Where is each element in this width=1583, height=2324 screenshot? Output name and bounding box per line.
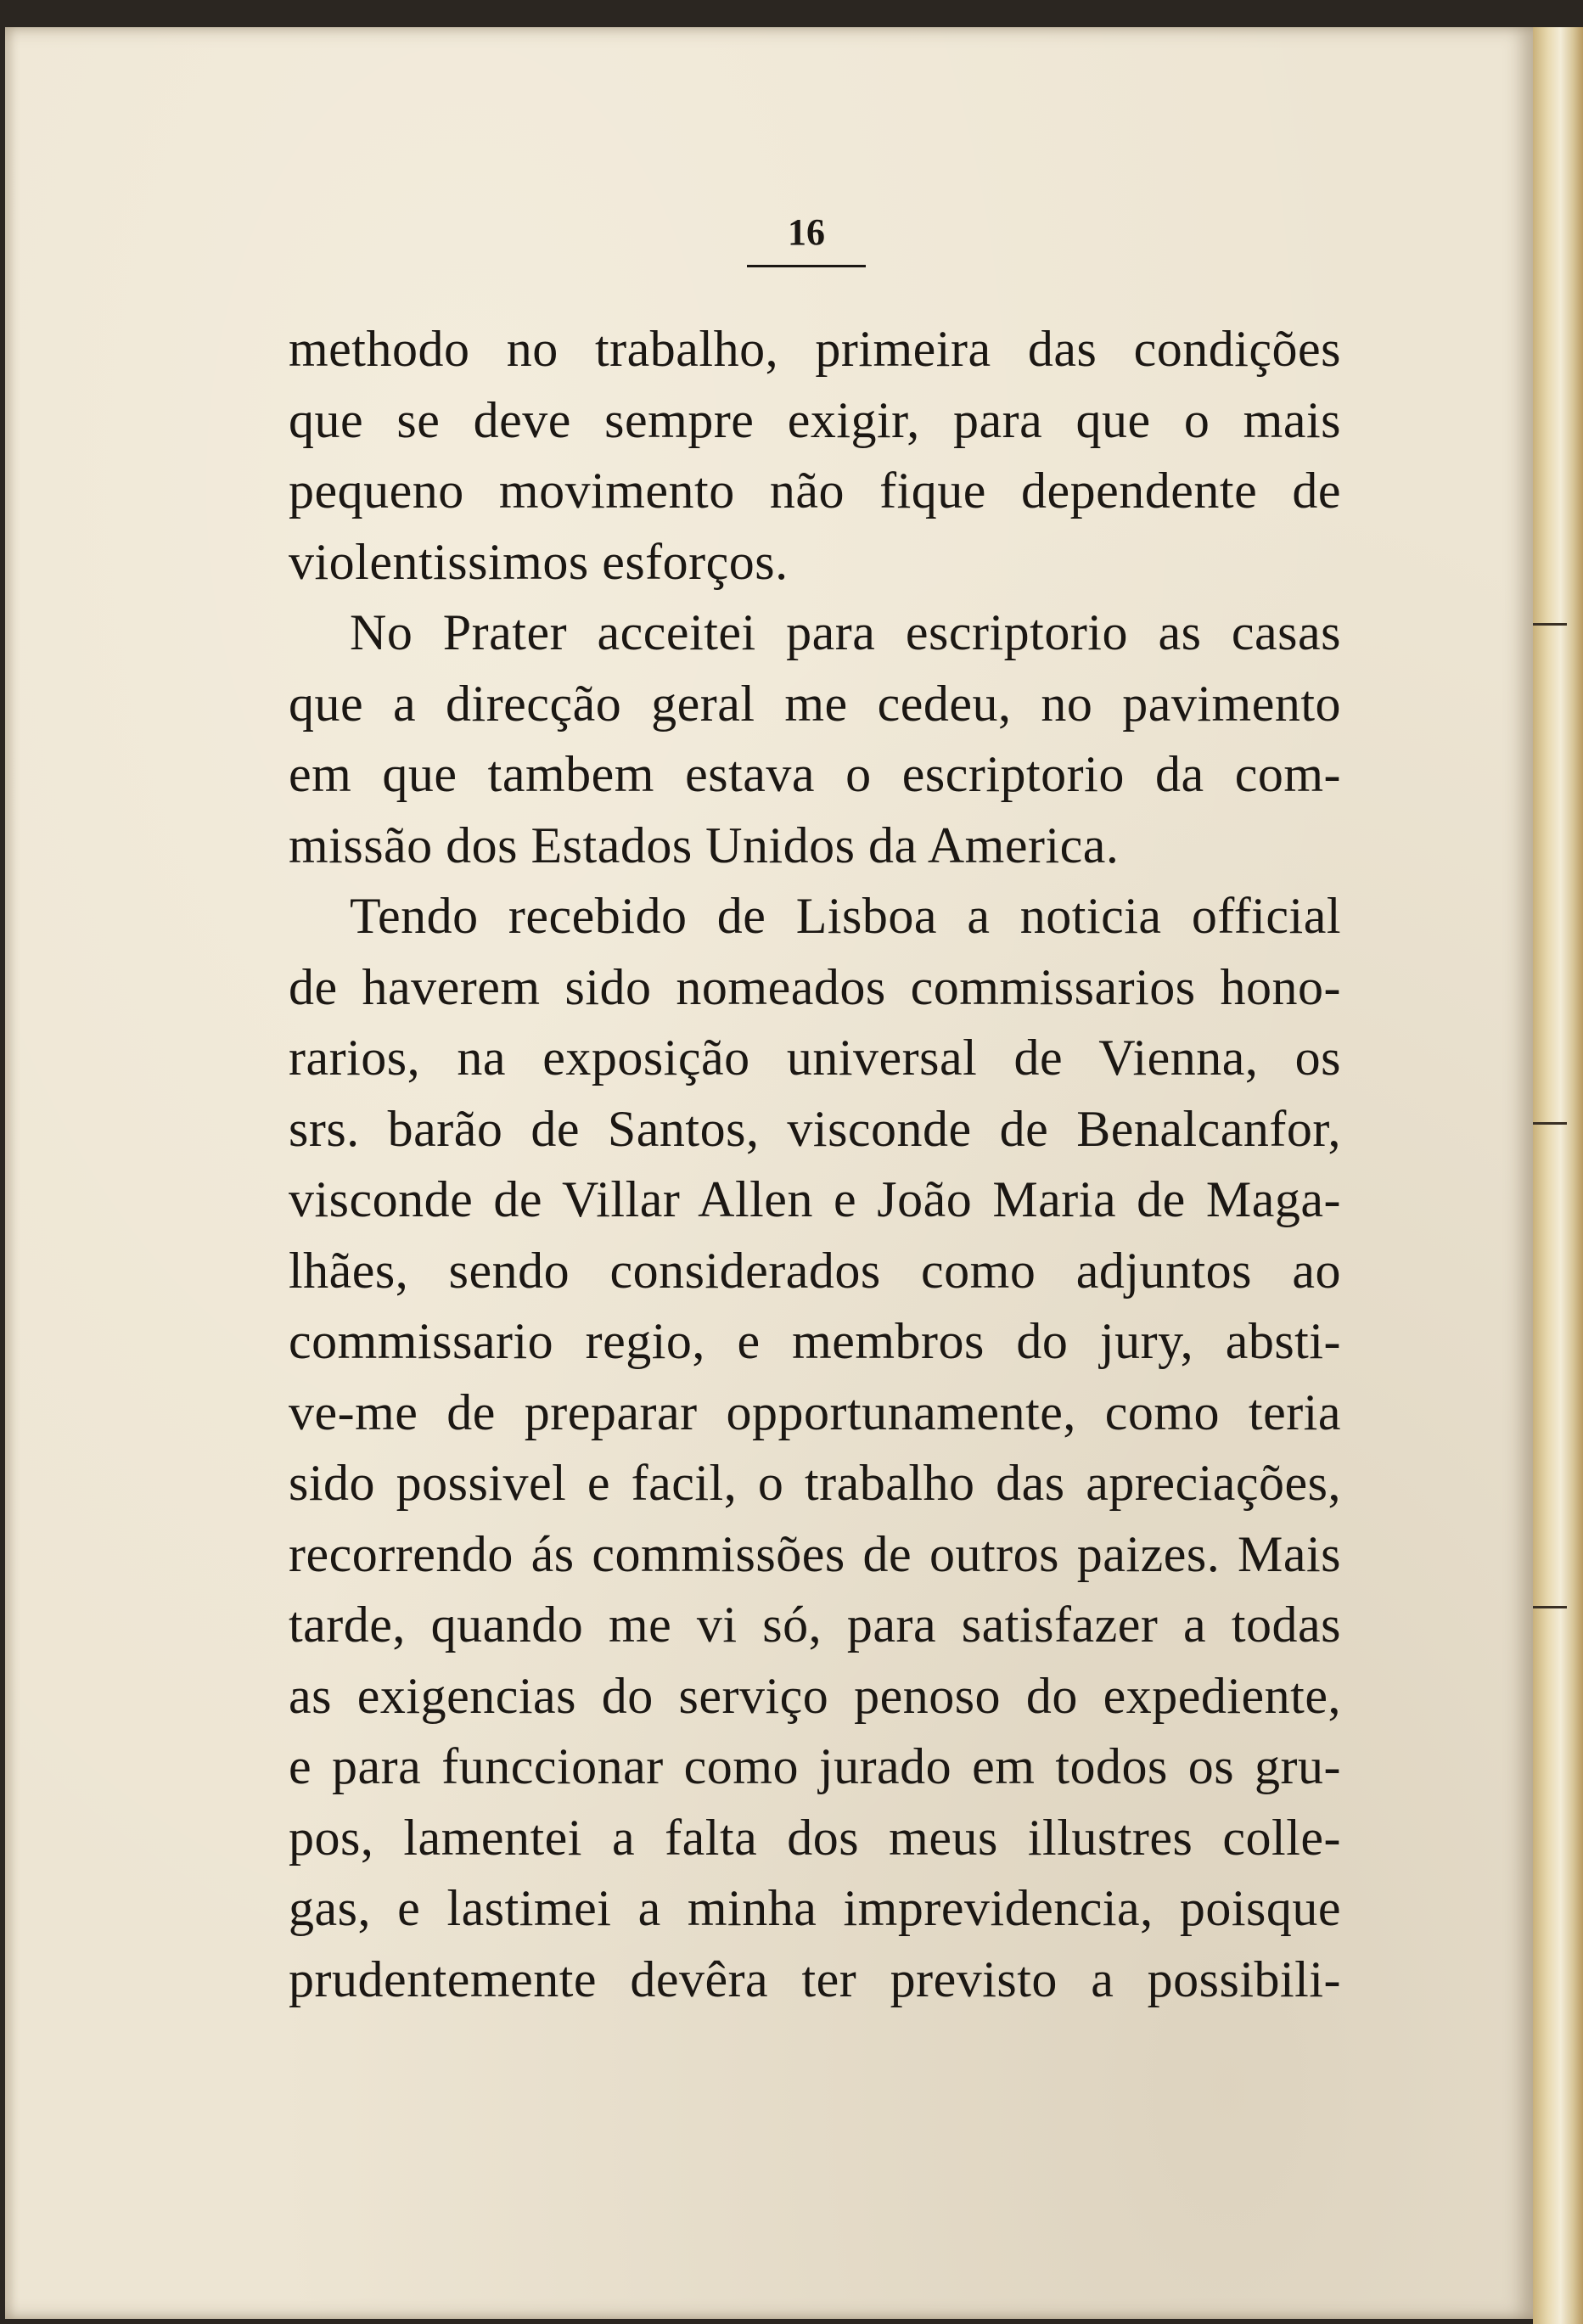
text-line: violentissimos esforços. bbox=[289, 533, 789, 590]
text-line: que a direcção geral me cedeu, no pavimento bbox=[289, 675, 1341, 732]
text-line: que se deve sempre exigir, para que o mais bbox=[289, 391, 1341, 448]
text-line: de haverem sido nomeados commissarios hono- bbox=[289, 958, 1341, 1015]
text-line: methodo no trabalho, primeira das condições bbox=[289, 321, 1341, 377]
text-line: rarios, na exposição universal de Vienna, os bbox=[289, 1030, 1341, 1086]
spine-mark bbox=[1533, 1606, 1567, 1608]
text-line: sido possivel e facil, o trabalho das apreciações, bbox=[289, 1455, 1341, 1511]
text-line: Tendo recebido de Lisboa a noticia official bbox=[350, 888, 1341, 944]
text-line: commissario regio, e membros do jury, absti- bbox=[289, 1313, 1341, 1369]
text-line: pequeno movimento não fique dependente de bbox=[289, 463, 1341, 519]
text-line: recorrendo ás commissões de outros paizes. Mais bbox=[289, 1525, 1341, 1582]
book-spine-edge bbox=[1533, 27, 1583, 2324]
text-line: tarde, quando me vi só, para satisfazer a todas bbox=[289, 1597, 1341, 1653]
page-number-rule bbox=[747, 265, 866, 267]
text-line: No Prater acceitei para escriptorio as casas bbox=[350, 604, 1341, 660]
text-line: pos, lamentei a falta dos meus illustres colle- bbox=[289, 1809, 1341, 1866]
page-number: 16 bbox=[788, 211, 825, 253]
text-line: gas, e lastimei a minha imprevidencia, poisque bbox=[289, 1880, 1341, 1936]
text-line: ve-me de preparar opportunamente, como teria bbox=[289, 1384, 1341, 1440]
body-text bbox=[289, 314, 1341, 2015]
spine-mark bbox=[1533, 1122, 1567, 1125]
spine-mark bbox=[1533, 623, 1567, 626]
text-line: missão dos Estados Unidos da America. bbox=[289, 817, 1120, 873]
text-line: visconde de Villar Allen e João Maria de Maga- bbox=[289, 1171, 1341, 1227]
text-line: as exigencias do serviço penoso do expediente, bbox=[289, 1667, 1341, 1724]
text-line: srs. barão de Santos, visconde de Benalcanfor, bbox=[289, 1100, 1341, 1157]
text-line: em que tambem estava o escriptorio da com- bbox=[289, 746, 1341, 802]
text-line: e para funccionar como jurado em todos os gru- bbox=[289, 1738, 1341, 1794]
text-line: prudentemente devêra ter previsto a possibili- bbox=[289, 1951, 1341, 2007]
text-line: lhães, sendo considerados como adjuntos ao bbox=[289, 1242, 1341, 1299]
